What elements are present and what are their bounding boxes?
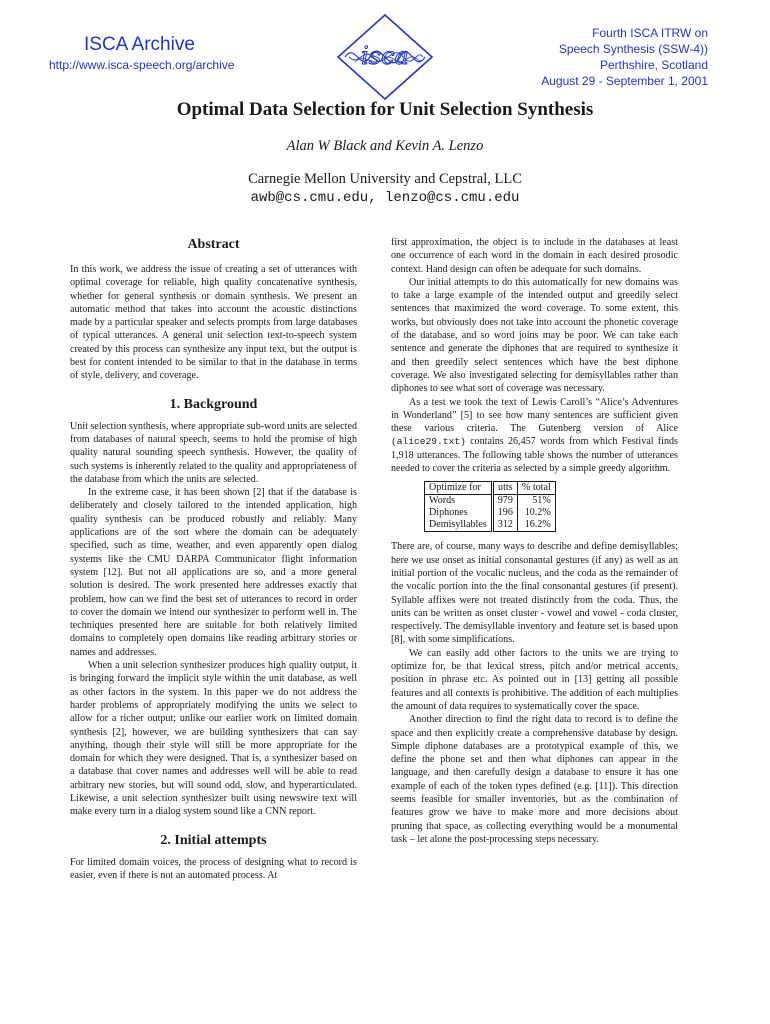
paragraph bbox=[391, 396, 678, 476]
paper-affiliation: Carnegie Mellon University and Cepstral, LLC bbox=[248, 171, 522, 187]
paragraph: When a unit selection synthesizer produces high quality output, it is bringing forward the implicit style within the unit database, as well as other factors in the system. In this paper we do not address the harder problems of appropriately modifying the units we select to allow for a richer output; unlike our earlier work on limited domain synthesis [2], however, we are building synthesizers that can say anything, though their style will still be more appropriate for the domain for which they were designed. That is, a synthesizer based on a database that cover names and addresses well will be able to read arbitrary new stories, but will sound odd, slow, and hyperarticulated. Likewise, a unit selection synthesizer built using newswire text will make every turn in a dialog system sound like a CNN report. bbox=[70, 660, 357, 818]
conference-line: Fourth ISCA ITRW on bbox=[592, 26, 708, 40]
filename-code: (alice29.txt) bbox=[391, 436, 466, 448]
table-cell: 196 bbox=[492, 507, 517, 519]
left-column bbox=[70, 236, 357, 882]
section-heading-initial-attempts: 2. Initial attempts bbox=[160, 832, 267, 848]
paragraph: Unit selection synthesis, where appropriate sub-word units are selected from databases of natural speech, seems to hold the promise of high quality natural sounding speech synthesis. However, the quality of such systems is inherently related to the quality and appropriateness of the database from which the units are selected. bbox=[70, 420, 357, 485]
paragraph: In the extreme case, it has been shown [2] that if the database is deliberately and closely tailored to the intended application, high quality synthesis can be produced robustly and reliably. Many applications are of the sort where the domain can be adequately specified, such as time, weather, and even apparently open dialog systems like the CMU DARPA Communicator flight information system [12]. But not all applications are so, and a more general solution is desired. The work presented here addresses exactly that problem, how can we find the best set of utterances to record in order to cover the domain we intend our synthesizer to perform well in. The techniques presented here are suitable for both relatively limited domains to completely open domains like reading arbitrary stories or names and addresses. bbox=[70, 487, 357, 658]
section-heading-background: 1. Background bbox=[169, 396, 258, 412]
table-header-cell: Optimize for bbox=[425, 482, 493, 495]
paragraph-text: contains 26,457 words from which Festival finds 1,918 utterances. The following table shows the number of utterances needed to cover the criteria as selected by a simple greedy algorithm. bbox=[391, 436, 678, 475]
paragraph: For limited domain voices, the process of designing what to record is easier, even if there is not an automated process. At bbox=[70, 856, 357, 881]
table-cell: 51% bbox=[517, 495, 555, 508]
paragraph: first approximation, the object is to include in the databases at least one occurrence of each word in the domain in each desired prosodic context. Hand design can often be adequate for such domains. bbox=[391, 237, 678, 275]
table-cell: Demisyllables bbox=[425, 519, 493, 532]
logo-lettering: isca bbox=[361, 42, 409, 70]
table-row bbox=[425, 495, 556, 508]
paragraph: We can easily add other factors to the units we are trying to optimize for, be that lexical stress, pitch and/or metrical accents, position in phrase etc. As pointed out in [13] getting all possible features and all contexts is prohibitive. The addition of each multiplies the amount of data requires to systematically cover the space. bbox=[391, 647, 678, 712]
paper-emails: awb@cs.cmu.edu, lenzo@cs.cmu.edu bbox=[250, 190, 520, 206]
paper-authors: Alan W Black and Kevin A. Lenzo bbox=[286, 138, 484, 154]
table-row bbox=[425, 507, 556, 519]
conference-line: Speech Synthesis (SSW-4)) bbox=[558, 42, 708, 56]
table-cell: 979 bbox=[492, 495, 517, 508]
paragraph: There are, of course, many ways to describe and define demisyllables; here we use onset as initial consonantal gestures (if any) as well as an initial portion of the vocalic nucleus, and the coda as the remainder of the vocalic portion into the the final consonantal gestures (if present). Syllable affixes were not treated distinctly from the coda. Thus, the units can be written as onset cluster - vowel and vowel - coda cluster, respectively. The demisyllable inventory and feature set is based upon [8], with some simplifications. bbox=[391, 541, 678, 646]
conference-line: August 29 - September 1, 2001 bbox=[541, 74, 708, 88]
table-cell: 16.2% bbox=[517, 519, 555, 532]
archive-title: ISCA Archive bbox=[84, 34, 195, 55]
abstract-heading: Abstract bbox=[187, 237, 240, 252]
conference-info bbox=[458, 25, 708, 89]
table-header-cell: utts bbox=[492, 482, 517, 495]
isca-logo bbox=[335, 12, 435, 102]
table-header-row bbox=[425, 482, 556, 495]
paper-title: Optimal Data Selection for Unit Selection Synthesis bbox=[176, 99, 594, 120]
abstract-text: In this work, we address the issue of creating a set of utterances with optimal coverage for reliable, high quality concatenative synthesis, whether for general synthesis or domain synthesis. We present an automatic method that takes into account the acoustic distinctions made by a particular speaker and selects prompts from large databases of typical utterances. A general unit selection text-to-speech system created by this process can synthesize any input text, but the output is best for content intended to be similar to that in the database in terms of style, delivery, and coverage. bbox=[70, 264, 357, 382]
right-column bbox=[391, 236, 678, 846]
paragraph: Our initial attempts to do this automatically for new domains was to take a large example of the intended output and greedily select sentences that maximized the word coverage. To some extent, this works, but obviously does not take into account the phonetic coverage of the database, and so word joins may be poor. We can take each sentence and generate the diphones that are required to synthesize it and then greedily select sentences which have the best diphone coverage. We also investigated selecting for demisyllables rather than diphones to see what sort of coverage was necessary. bbox=[391, 276, 678, 395]
archive-url[interactable]: http://www.isca-speech.org/archive bbox=[49, 58, 235, 72]
table-cell: 10.2% bbox=[517, 507, 555, 519]
paragraph: Another direction to find the right data to record is to define the space and then explicitly create a comprehensive database by design. Simple diphone databases are a prototypical example of this, we define the phone set and then what diphones can appear in the language, and then carefully design a database to ensure it has one example of each of the token types defined (e.g. [11]). This direction seems feasible for smaller inventories, but as the combination of features grow we have to make more and more decisions about pruning that space, as collecting everything would be a monumental task – let alone the post-processing steps necessary. bbox=[391, 714, 678, 845]
conference-line: Perthshire, Scotland bbox=[599, 58, 708, 72]
paragraph-text: As a test we took the text of Lewis Caroll’s “Alice’s Adventures in Wonderland” [5] to see how many sentences are sufficient given these various criteria. The Gutenberg version of Alice bbox=[391, 396, 678, 435]
table-cell: Diphones bbox=[425, 507, 493, 519]
table-cell: Words bbox=[425, 495, 493, 508]
table-row bbox=[425, 519, 556, 532]
table-header-cell: % total bbox=[517, 482, 555, 495]
coverage-table bbox=[424, 481, 556, 532]
table-cell: 312 bbox=[492, 519, 517, 532]
